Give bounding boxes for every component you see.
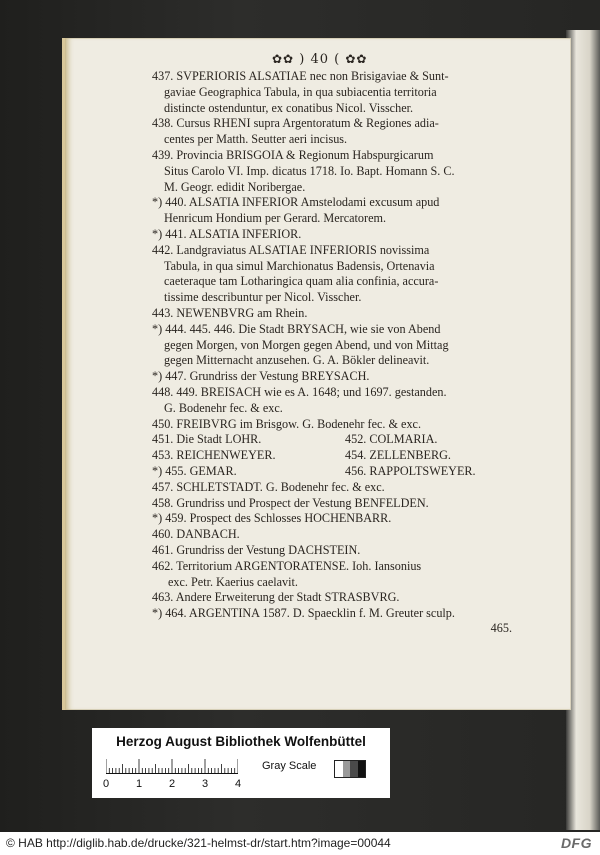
entry-line: gegen Morgen, von Morgen gegen Abend, und von Mittag [164,337,449,352]
ruler-number: 1 [136,778,143,790]
ruler-number: 0 [103,778,110,790]
entry-line: caeteraque tam Lotharingica quam alia confinia, accura- [164,274,439,289]
entry-line: M. Geogr. edidit Noribergae. [164,179,306,194]
entry-line: 463. Andere Erweiterung der Stadt STRASBVRG. [152,590,400,605]
entry-line: 462. Territorium ARGENTORATENSE. Ioh. Iansonius [152,558,422,573]
entry-left: *) 455. GEMAR. [152,463,237,478]
entry-line: Tabula, in qua simul Marchionatus Badensis, Ortenavia [164,258,435,273]
entry-line: *) 459. Prospect des Schlosses HOCHENBARR. [152,511,392,526]
entry-line: 458. Grundriss und Prospect der Vestung BENFELDEN. [152,495,429,510]
entry-line: 438. Cursus RHENI supra Argentoratum & Regiones adia- [152,116,439,131]
library-name: Herzog August Bibliothek Wolfenbüttel [116,734,366,749]
adjacent-page-edge [566,30,600,830]
ruler-scale [106,758,238,774]
entry-line: 439. Provincia BRISGOIA & Regionum Habspurgicarum [152,147,434,162]
entry-right: 456. RAPPOLTSWEYER. [345,463,476,478]
gray-swatch [350,761,358,777]
entry-line: 443. NEWENBVRG am Rhein. [152,305,308,320]
entry-line: 457. SCHLETSTADT. G. Bodenehr fec. & exc. [152,479,385,494]
page-header [272,52,367,67]
entry-line: *) 464. ARGENTINA 1587. D. Spaecklin f. M. Greuter sculp. [152,606,455,621]
entry-pair [152,464,512,480]
page-number: ) 40 ( [299,52,341,67]
source-url[interactable]: © HAB http://diglib.hab.de/drucke/321-helmst-dr/start.htm?image=00044 [6,836,391,850]
copyright-link[interactable] [6,836,391,850]
ruler-number: 4 [235,778,242,790]
ruler-number: 2 [169,778,176,790]
entry-line: 450. FREIBVRG im Brisgow. G. Bodenehr fec. & exc. [152,416,421,431]
library-card [92,728,390,798]
gray-swatch [343,761,351,777]
entry-line: Situs Carolo VI. Imp. dicatus 1718. Io. Bapt. Homann S. C. [164,163,455,178]
entry-line: tissime describuntur per Nicol. Visscher. [164,290,362,305]
entry-line: distincte ostenduntur, ex conatibus Nicol. Visscher. [164,100,414,115]
ruler-numbers [103,778,256,792]
entry-line: 448. 449. BREISACH wie es A. 1648; und 1697. gestanden. [152,384,447,399]
entry-left: 453. REICHENWEYER. [152,448,276,463]
entry-line: Henricum Hondium per Gerard. Mercatorem. [164,211,386,226]
gray-scale-swatches [334,760,366,778]
entry-line: *) 444. 445. 446. Die Stadt BRYSACH, wie sie von Abend [152,321,441,336]
catalog-entries [152,69,512,637]
entry-line: 461. Grundriss der Vestung DACHSTEIN. [152,542,361,557]
entry-line: *) 447. Grundriss der Vestung BREYSACH. [152,369,370,384]
entry-line: centes per Matth. Seutter aeri incisus. [164,132,348,147]
entry-left: 451. Die Stadt LOHR. [152,432,262,447]
footer-bar [0,832,600,855]
entry-line: G. Bodenehr fec. & exc. [164,400,283,415]
entry-right: 452. COLMARIA. [345,432,438,447]
entry-line: gegen Mitternacht anzusehen. G. A. Bökler delineavit. [164,353,430,368]
entry-line: exc. Petr. Kaerius caelavit. [168,574,298,589]
gray-scale-label: Gray Scale [262,760,317,772]
entry-line: 437. SVPERIORIS ALSATIAE nec non Brisigaviae & Sunt- [152,69,449,83]
entry-line: *) 440. ALSATIA INFERIOR Amstelodami excusum apud [152,195,440,210]
entry-right: 454. ZELLENBERG. [345,448,451,463]
entry-line: 442. Landgraviatus ALSATIAE INFERIORIS novissima [152,242,430,257]
dfg-logo: DFG [560,835,592,851]
entry-pair [152,448,512,464]
entry-line: 460. DANBACH. [152,527,240,542]
gray-swatch [335,761,343,777]
ruler-number: 3 [202,778,209,790]
entry-pair [152,432,512,448]
entry-line: gaviae Geographica Tabula, in qua subiacentia territoria [164,84,437,99]
ornament-right-icon: ✿✿ [345,52,368,66]
ornament-left-icon: ✿✿ [272,52,295,66]
catchword: 465. [490,620,512,635]
entry-line: *) 441. ALSATIA INFERIOR. [152,226,302,241]
gray-swatch [358,761,366,777]
